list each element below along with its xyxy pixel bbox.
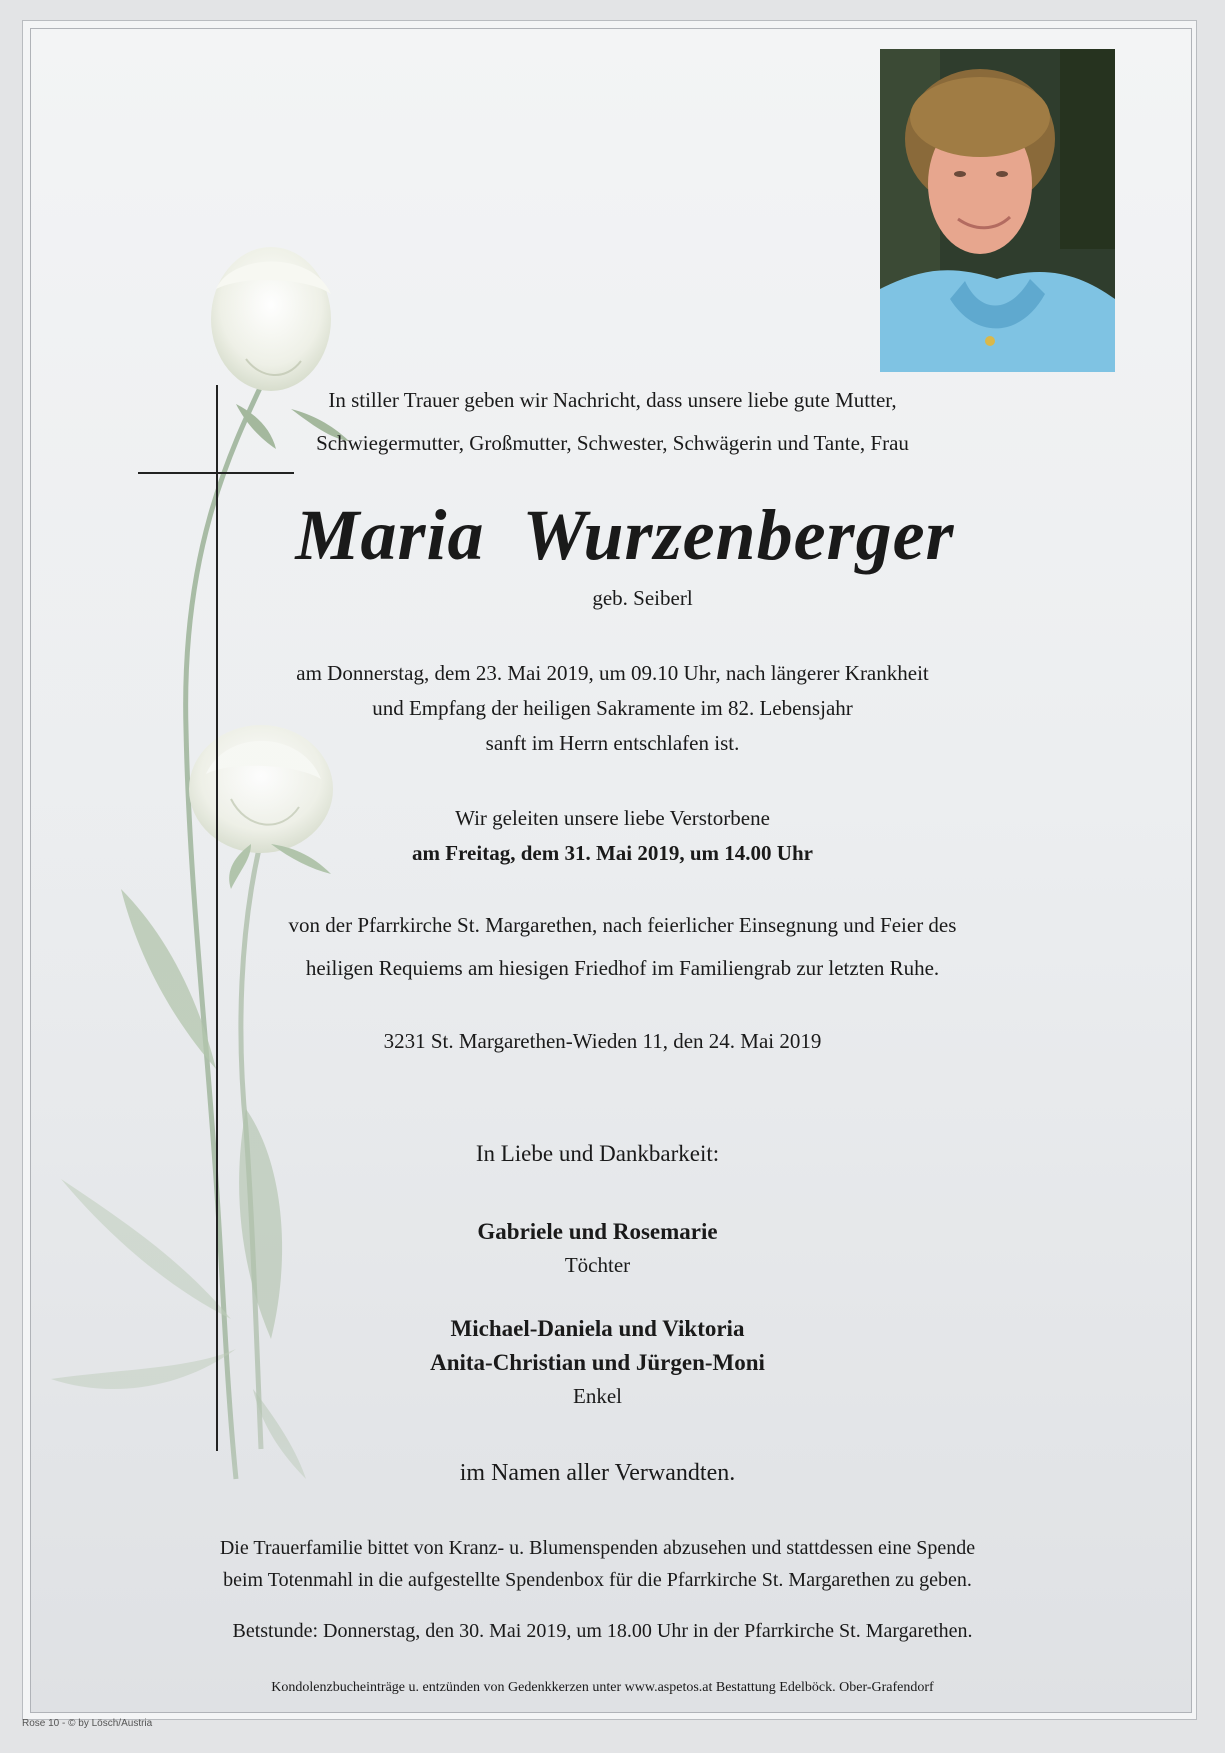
last-name: Wurzenberger [522, 495, 955, 575]
death-line-1: am Donnerstag, dem 23. Mai 2019, um 09.10 Uhr, nach längerer Krankheit [296, 661, 929, 685]
death-line-2: und Empfang der heiligen Sakramente im 82. Lebensjahr [372, 696, 853, 720]
gratitude: In Liebe und Dankbarkeit: [475, 1141, 720, 1166]
deceased-name [100, 494, 1150, 577]
funeral-date: am Freitag, dem 31. Mai 2019, um 14.00 Uhr [412, 841, 813, 865]
birth-name: geb. Seiberl [592, 586, 693, 610]
prayer-hour: Betstunde: Donnerstag, den 30. Mai 2019, um 18.00 Uhr in der Pfarrkirche St. Margarethen. [232, 1620, 973, 1642]
relatives: im Namen aller Verwandten. [459, 1460, 736, 1486]
daughters-label: Töchter [564, 1253, 631, 1277]
donation-line-1: Die Trauerfamilie bittet von Kranz- u. Blumenspenden abzusehen und stattdessen eine Spende [219, 1537, 976, 1559]
death-line-3: sanft im Herrn entschlafen ist. [485, 731, 740, 755]
intro-line-1: In stiller Trauer geben wir Nachricht, dass unsere liebe gute Mutter, [328, 388, 897, 412]
image-credit: Rose 10 - © by Lösch/Austria [22, 1718, 153, 1729]
daughters: Gabriele und Rosemarie [477, 1219, 718, 1244]
portrait-image [880, 49, 1115, 372]
donation-line-2: beim Totenmahl in die aufgestellte Spendenbox für die Pfarrkirche St. Margarethen zu geben. [223, 1569, 972, 1591]
place-date: 3231 St. Margarethen-Wieden 11, den 24. Mai 2019 [383, 1029, 822, 1053]
intro-line-2: Schwiegermutter, Großmutter, Schwester, Schwägerin und Tante, Frau [316, 431, 909, 455]
funeral-line-2: heiligen Requiems am hiesigen Friedhof im Familiengrab zur letzten Ruhe. [305, 956, 940, 980]
grandchildren-label: Enkel [573, 1384, 622, 1408]
grandchildren-line-1: Michael-Daniela und Viktoria [450, 1316, 745, 1341]
grandchildren-line-2: Anita-Christian und Jürgen-Moni [430, 1350, 765, 1375]
first-name: Maria [295, 495, 485, 575]
cross-horizontal [138, 472, 294, 474]
portrait-photo [880, 49, 1115, 372]
funeral-line-1: von der Pfarrkirche St. Margarethen, nach feierlicher Einsegnung und Feier des [288, 913, 957, 937]
funeral-intro: Wir geleiten unsere liebe Verstorbene [455, 806, 770, 830]
footer-condolence: Kondolenzbucheinträge u. entzünden von Gedenkkerzen unter www.aspetos.at Bestattung Edelböck. Ober-Grafendorf [271, 1680, 934, 1695]
